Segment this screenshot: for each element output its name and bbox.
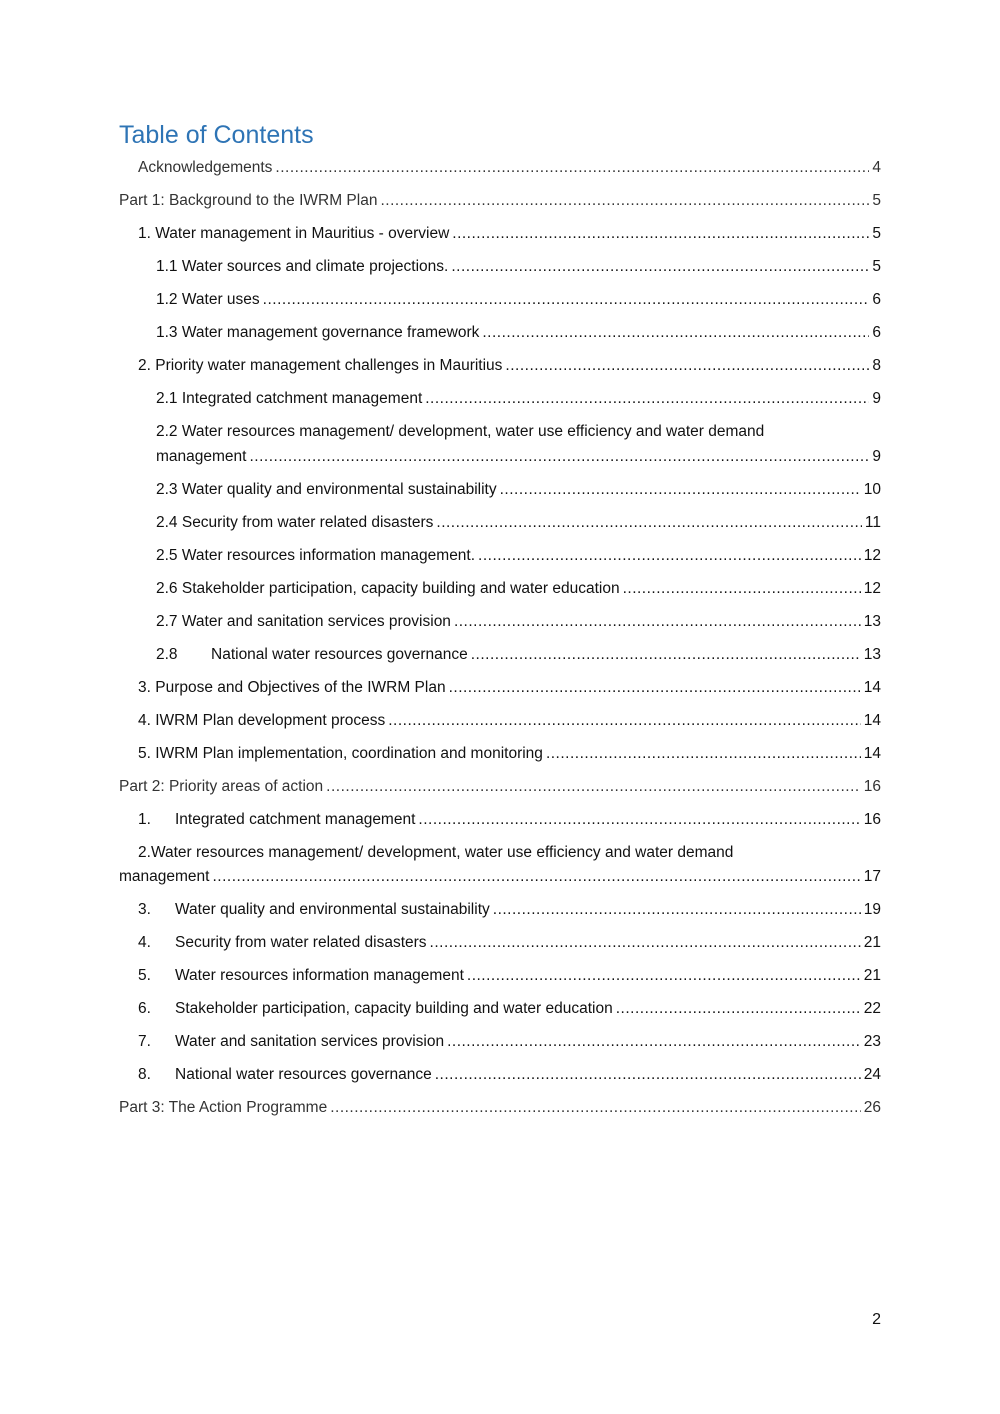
toc-entry-page: 10 (863, 480, 881, 498)
toc-leader-dots (616, 999, 861, 1019)
toc-leader-dots (482, 323, 869, 343)
toc-entry-sanitation-services[interactable] (119, 612, 881, 632)
toc-entry-part-3[interactable] (119, 1098, 881, 1118)
toc-entry-p2-integrated-catchment[interactable] (119, 810, 881, 830)
toc-entry-label-line2: management (156, 447, 247, 465)
toc-entry-page: 21 (863, 934, 881, 951)
toc-entry-label: 2.4 Security from water related disasters (156, 513, 434, 531)
toc-leader-dots (623, 579, 861, 599)
toc-entry-label: Part 1: Background to the IWRM Plan (119, 192, 378, 209)
toc-entry-page: 12 (863, 546, 881, 564)
toc-leader-dots (418, 810, 860, 830)
toc-entry-page: 5 (872, 192, 881, 209)
toc-entry-water-uses[interactable] (119, 290, 881, 310)
toc-entry-page: 16 (863, 810, 881, 828)
toc-entry-page: 4 (872, 159, 881, 176)
toc-entry-page: 13 (863, 612, 881, 630)
toc-entry-page: 13 (863, 645, 881, 663)
toc-leader-dots (425, 389, 869, 409)
toc-entry-number: 6. (138, 1000, 151, 1017)
toc-entry-label: Acknowledgements (138, 159, 273, 176)
toc-leader-dots (505, 356, 869, 376)
toc-entry-label: 2.1 Integrated catchment management (156, 390, 423, 407)
toc-entry-label: Integrated catchment management (175, 810, 416, 828)
toc-entry-security-disasters[interactable] (119, 513, 881, 533)
toc-entry-label: 2.7 Water and sanitation services provision (156, 612, 451, 630)
toc-leader-dots (449, 678, 861, 698)
toc-entry-number: 7. (138, 1033, 151, 1050)
toc-entry-p2-information-management[interactable] (119, 966, 881, 986)
toc-entry-number: 3. (138, 901, 151, 918)
toc-entry-national-governance[interactable] (119, 645, 881, 665)
toc-entry-number: 2. (138, 843, 151, 861)
toc-leader-dots (500, 480, 861, 500)
toc-title: Table of Contents (119, 121, 314, 149)
toc-entry-part-2[interactable] (119, 777, 881, 797)
toc-leader-dots (546, 744, 861, 764)
toc-entry-page: 21 (863, 967, 881, 984)
toc-leader-dots (380, 191, 869, 211)
toc-leader-dots (430, 933, 861, 953)
toc-entry-page: 6 (872, 324, 881, 341)
toc-entry-page: 12 (863, 579, 881, 597)
toc-entry-label: Stakeholder participation, capacity building and water education (175, 1000, 613, 1017)
toc-entry-water-sources[interactable] (119, 257, 881, 277)
toc-leader-dots (330, 1098, 861, 1118)
toc-entry-stakeholder-participation[interactable] (119, 579, 881, 599)
toc-leader-dots (435, 1065, 861, 1085)
toc-entry-p2-stakeholder-participation[interactable] (119, 999, 881, 1019)
toc-entry-development-process[interactable] (119, 711, 881, 731)
toc-entry-page: 9 (872, 390, 881, 407)
toc-entry-label-line2: management (119, 868, 210, 885)
toc-entry-page: 6 (872, 291, 881, 308)
toc-entry-water-quality[interactable] (119, 480, 881, 500)
toc-leader-dots (493, 900, 861, 920)
toc-entry-label: 1. Water management in Mauritius - overview (138, 225, 450, 242)
toc-entry-label-line1: 2.2 Water resources management/ development, water use efficiency and water demand (156, 423, 765, 440)
toc-entry-part-1[interactable] (119, 191, 881, 211)
toc-entry-p2-national-governance[interactable] (119, 1065, 881, 1085)
toc-entry-number: 8. (138, 1066, 151, 1083)
toc-entry-number: 5. (138, 967, 151, 984)
toc-leader-dots (275, 158, 869, 178)
toc-entry-label: 1.2 Water uses (156, 291, 260, 308)
toc-entry-priority-challenges[interactable] (119, 356, 881, 376)
toc-entry-page: 5 (872, 258, 881, 275)
toc-leader-dots (388, 711, 861, 731)
toc-entry-number: 4. (138, 934, 151, 951)
toc-entry-label: 2.3 Water quality and environmental sustainability (156, 480, 497, 498)
table-of-contents (119, 118, 881, 1131)
toc-leader-dots (263, 290, 870, 310)
toc-entry-label-line1: Water resources management/ development, water use efficiency and water demand (150, 843, 734, 861)
toc-entry-p2-water-quality[interactable] (119, 900, 881, 920)
toc-entry-page: 26 (863, 1099, 881, 1116)
toc-entry-page: 11 (864, 513, 881, 531)
toc-entry-p2-sanitation-services[interactable] (119, 1032, 881, 1052)
toc-entry-water-management-overview[interactable] (119, 224, 881, 244)
page-number: 2 (872, 1311, 881, 1328)
toc-entry-label: Security from water related disasters (175, 934, 427, 951)
toc-leader-dots (447, 1032, 861, 1052)
toc-leader-dots (212, 867, 860, 887)
toc-entry-implementation[interactable] (119, 744, 881, 764)
toc-entry-page: 14 (863, 744, 881, 762)
toc-entry-p2-water-resources-management[interactable] (119, 843, 881, 887)
toc-entry-page: 17 (863, 868, 881, 885)
toc-entry-label: Water quality and environmental sustainability (175, 901, 490, 918)
toc-entry-label: 1.1 Water sources and climate projections. (156, 258, 449, 275)
toc-entry-integrated-catchment[interactable] (119, 389, 881, 409)
toc-entry-page: 24 (863, 1066, 881, 1083)
toc-leader-dots (467, 966, 861, 986)
toc-entry-acknowledgements[interactable] (119, 158, 881, 178)
toc-entry-p2-security-disasters[interactable] (119, 933, 881, 953)
toc-leader-dots (451, 257, 869, 277)
toc-entry-label: 4. IWRM Plan development process (138, 711, 386, 729)
toc-entry-governance-framework[interactable] (119, 323, 881, 343)
toc-entry-page: 14 (863, 711, 881, 729)
toc-entry-label: 2. Priority water management challenges in Mauritius (138, 357, 503, 374)
toc-leader-dots (454, 612, 861, 632)
toc-entry-label: 5. IWRM Plan implementation, coordination and monitoring (138, 744, 543, 762)
toc-leader-dots (478, 546, 861, 566)
toc-entry-label: National water resources governance (211, 645, 468, 663)
toc-entry-label: 1.3 Water management governance framework (156, 324, 480, 341)
toc-entry-purpose-objectives[interactable] (119, 678, 881, 698)
toc-entry-page: 22 (863, 1000, 881, 1017)
toc-entry-page: 23 (863, 1033, 881, 1050)
toc-entry-water-resources-management[interactable] (119, 422, 881, 466)
toc-entry-label: 3. Purpose and Objectives of the IWRM Plan (138, 678, 446, 696)
toc-entry-number: 1. (138, 810, 151, 828)
toc-entry-label: 2.6 Stakeholder participation, capacity building and water education (156, 579, 620, 597)
toc-leader-dots (249, 447, 869, 467)
toc-entry-label: Water resources information management (175, 967, 464, 984)
toc-entry-label: Water and sanitation services provision (175, 1033, 445, 1050)
toc-entry-number: 2.8 (156, 645, 178, 663)
toc-entry-page: 5 (872, 225, 881, 242)
toc-entry-page: 19 (863, 901, 881, 918)
toc-entry-label: National water resources governance (175, 1066, 432, 1083)
toc-entry-label: 2.5 Water resources information management. (156, 546, 476, 564)
toc-entry-page: 9 (872, 447, 881, 465)
toc-entry-page: 8 (872, 357, 881, 374)
toc-entry-page: 14 (863, 678, 881, 696)
toc-entry-label: Part 3: The Action Programme (119, 1099, 328, 1116)
toc-entry-page: 16 (863, 777, 881, 795)
toc-leader-dots (436, 513, 862, 533)
toc-leader-dots (471, 645, 861, 665)
toc-entry-information-management[interactable] (119, 546, 881, 566)
toc-leader-dots (452, 224, 869, 244)
toc-entry-label: Part 2: Priority areas of action (119, 777, 324, 795)
toc-leader-dots (326, 777, 861, 797)
